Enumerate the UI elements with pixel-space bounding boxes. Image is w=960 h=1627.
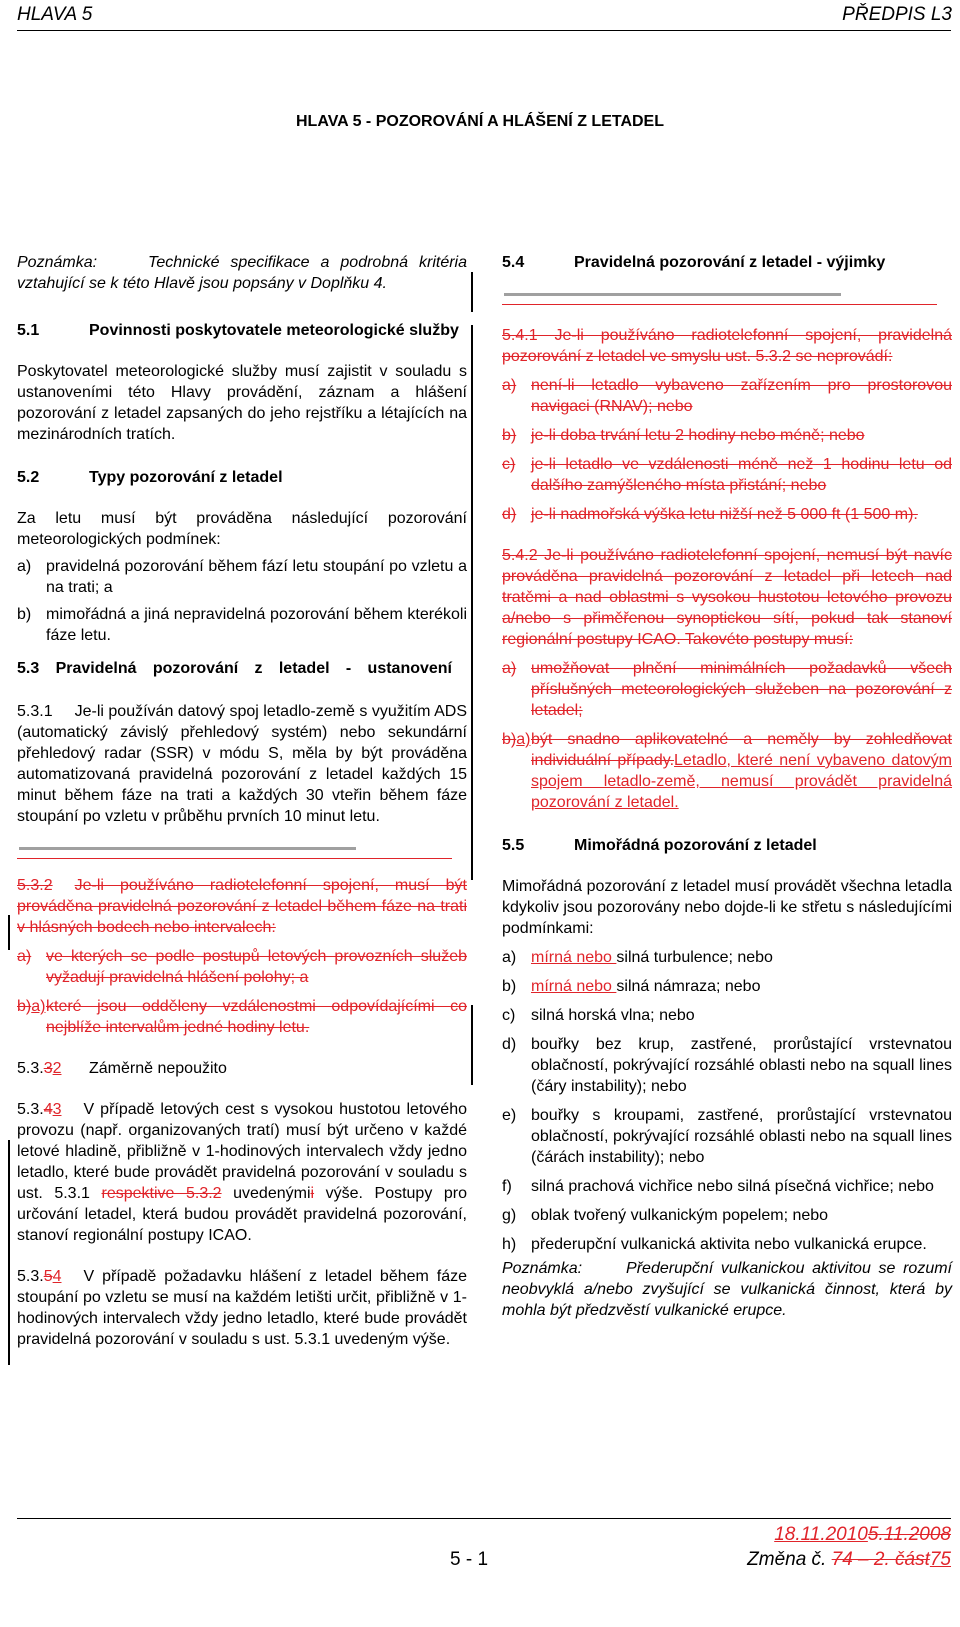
separator-rule (504, 293, 841, 296)
paragraph-5-3-2: 5.3.32 Záměrně nepoužito (17, 1060, 227, 1077)
footer-rule (17, 1518, 951, 1519)
change-bar (8, 1140, 10, 1365)
list-item: f) silná prachová vichřice nebo silná písečná vichřice; nebo (502, 1178, 934, 1195)
section-5-3-heading: 5.3 Pravidelná pozorování z letadel - ustanovení (17, 660, 452, 677)
note-doplnek: Poznámka: Technické specifikace a podrobná kritéria vztahující se k této Hlavě jsou popsány v Doplňku 4. (17, 254, 467, 292)
section-5-1-body: Poskytovatel meteorologické služby musí zajistit v souladu s ustanoveními této Hlavy provádění, záznam a hlášení pozorování z letadel zapsaných do jeho rejstříku a létajících na mezinárodních tratích. (17, 363, 467, 443)
header-rule (17, 30, 951, 31)
deleted-paragraph-5-4-2: 5.4.2 Je-li používáno radiotelefonní spojení, nemusí být navíc prováděna pravidelná pozorování z letadel při letech nad tratěmi a nad oblastmi s vysokou hustotou letového provozu a/nebo s přiměřenou synoptickou sítí, pokud tak stanoví regionální postupy ICAO. Takovéto postupy musí: (502, 547, 952, 648)
chapter-title: HLAVA 5 - POZOROVÁNÍ A HLÁŠENÍ Z LETADEL (296, 113, 664, 130)
section-5-1-heading: 5.1 Povinnosti poskytovatele meteorologické služby (17, 322, 459, 339)
list-item: b)a) být snadno aplikovatelné a neměly by zohledňovat individuální případy.Letadlo, které není vybaveno datovým spojem letadlo-země, nemusí provádět pravidelná pozorování z letadel. (502, 731, 953, 811)
right-column (502, 252, 952, 1321)
list-item: a) pravidelná pozorování během fází letu stoupání po vzletu a na trati; a (17, 558, 467, 596)
list-item: a) ve kterých se podle postupů letových provozních služeb vyžadují pravidelná hlášení polohy; a (17, 948, 467, 986)
footer-date: 18.11.20105.11.2008 (774, 1524, 951, 1545)
deleted-paragraph-5-3-2: 5.3.2 Je-li používáno radiotelefonní spojení, musí být prováděna pravidelná pozorování z letadel během fáze na trati v hlásných bodech nebo intervalech: (17, 877, 467, 936)
list-item: b) mírná nebo silná námraza; nebo (502, 978, 761, 995)
list-item: d) je-li nadmořská výška letu nižší než 5 000 ft (1 500 m). (502, 506, 918, 523)
section-5-2-heading: 5.2 Typy pozorování z letadel (17, 469, 283, 486)
paragraph-5-3-3: 5.3.43 V případě letových cest s vysokou hustotou letového provozu (např. organizovaných tratí) musí být určeno v každé letové hladině, přibližně v 1-hodinových intervalech vždy jedno letadlo, které bude provádět pravidelná pozorování v souladu s ust. 5.3.1 respektive 5.3.2 uvedenýmii výše. Postupy pro určování letadel, která budou provádět pravidelná pozorování, stanoví regionální postupy ICAO. (17, 1101, 468, 1244)
separator-rule (19, 847, 356, 850)
list-item: h) přederupční vulkanická aktivita nebo vulkanická erupce. (502, 1236, 927, 1253)
header-regulation: PŘEDPIS L3 (842, 4, 952, 25)
change-bar (471, 1005, 473, 1085)
list-item: c) silná horská vlna; nebo (502, 1007, 695, 1024)
note-volcanic: Poznámka: Přederupční vulkanickou aktivitou se rozumí neobvyklá a/nebo zvyšující se vulkanická činnost, která by mohla být předzvěstí vulkanické erupce. (502, 1260, 952, 1319)
section-5-4-heading: 5.4 Pravidelná pozorování z letadel - výjimky (502, 254, 886, 271)
list-item: b) mimořádná a jiná nepravidelná pozorování během kterékoli fáze letu. (17, 606, 467, 644)
list-item: a) není-li letadlo vybaveno zařízením pro prostorovou navigaci (RNAV); nebo (502, 377, 952, 415)
section-5-5-heading: 5.5 Mimořádná pozorování z letadel (502, 837, 817, 854)
page-number: 5 - 1 (450, 1549, 489, 1570)
deleted-paragraph-5-4-1: 5.4.1 Je-li používáno radiotelefonní spojení, pravidelná pozorování z letadel ve smyslu ust. 5.3.2 se neprovádí: (502, 327, 952, 365)
paragraph-5-3-4: 5.3.54 V případě požadavku hlášení z letadel během fáze stoupání po vzletu se musí na každém letišti určit, přibližně v 1-hodinových intervalech vždy jedno letadlo, které bude provádět pravidelná pozorování v souladu s ust. 5.3.1 uvedeným výše. (17, 1268, 467, 1348)
paragraph-5-3-1: 5.3.1 Je-li používán datový spoj letadlo-země s využitím ADS (automatický závislý přehledový systém) nebo sekundární přehledový radar (SSR) v módu S, měla by být prováděna automatizovaná pravidelná pozorování z letadel každých 15 minut během fáze na trati a každých 30 vteřin během fáze stoupání po vzletu v průběhu prvních 10 minut letu. (17, 703, 467, 825)
section-5-5-intro: Mimořádná pozorování z letadel musí provádět všechna letadla kdykoliv jsou pozorovány nebo dojde-li ke střetu s následujícími podmínkami: (502, 878, 953, 937)
list-item: a) umožňovat plnění minimálních požadavků všech příslušných meteorologických služeben na pozorování z letadel; (502, 660, 952, 719)
change-bar (8, 915, 10, 950)
list-item: b)a) které jsou odděleny vzdálenostmi odpovídajícími co nejblíže intervalům jedné hodiny letu. (17, 998, 467, 1036)
list-item: c) je-li letadlo ve vzdálenosti méně než 1 hodinu letu od dalšího zamýšleného místa přistání; nebo (502, 456, 952, 494)
left-column (17, 252, 467, 1350)
change-bar (471, 325, 473, 880)
list-item: d) bouřky bez krup, zastřené, prorůstající vrstevnatou oblačností, pokrývající rozsáhlé oblasti nebo na squall lines (čáry instability); nebo (502, 1036, 952, 1095)
list-item: e) bouřky s kroupami, zastřené, prorůstající vrstevnatou oblačností, pokrývající rozsáhlé oblasti nebo na squall lines (čárách instability); nebo (502, 1107, 952, 1166)
header-chapter: HLAVA 5 (17, 4, 93, 25)
list-item: a) mírná nebo silná turbulence; nebo (502, 949, 773, 966)
list-item: g) oblak tvořený vulkanickým popelem; nebo (502, 1207, 829, 1224)
section-5-2-intro: Za letu musí být prováděna následující pozorování meteorologických podmínek: (17, 510, 467, 548)
list-item: b) je-li doba trvání letu 2 hodiny nebo méně; nebo (502, 427, 865, 444)
change-bar (471, 272, 473, 312)
footer-change-number: Změna č. 74 – 2. část75 (747, 1549, 951, 1570)
